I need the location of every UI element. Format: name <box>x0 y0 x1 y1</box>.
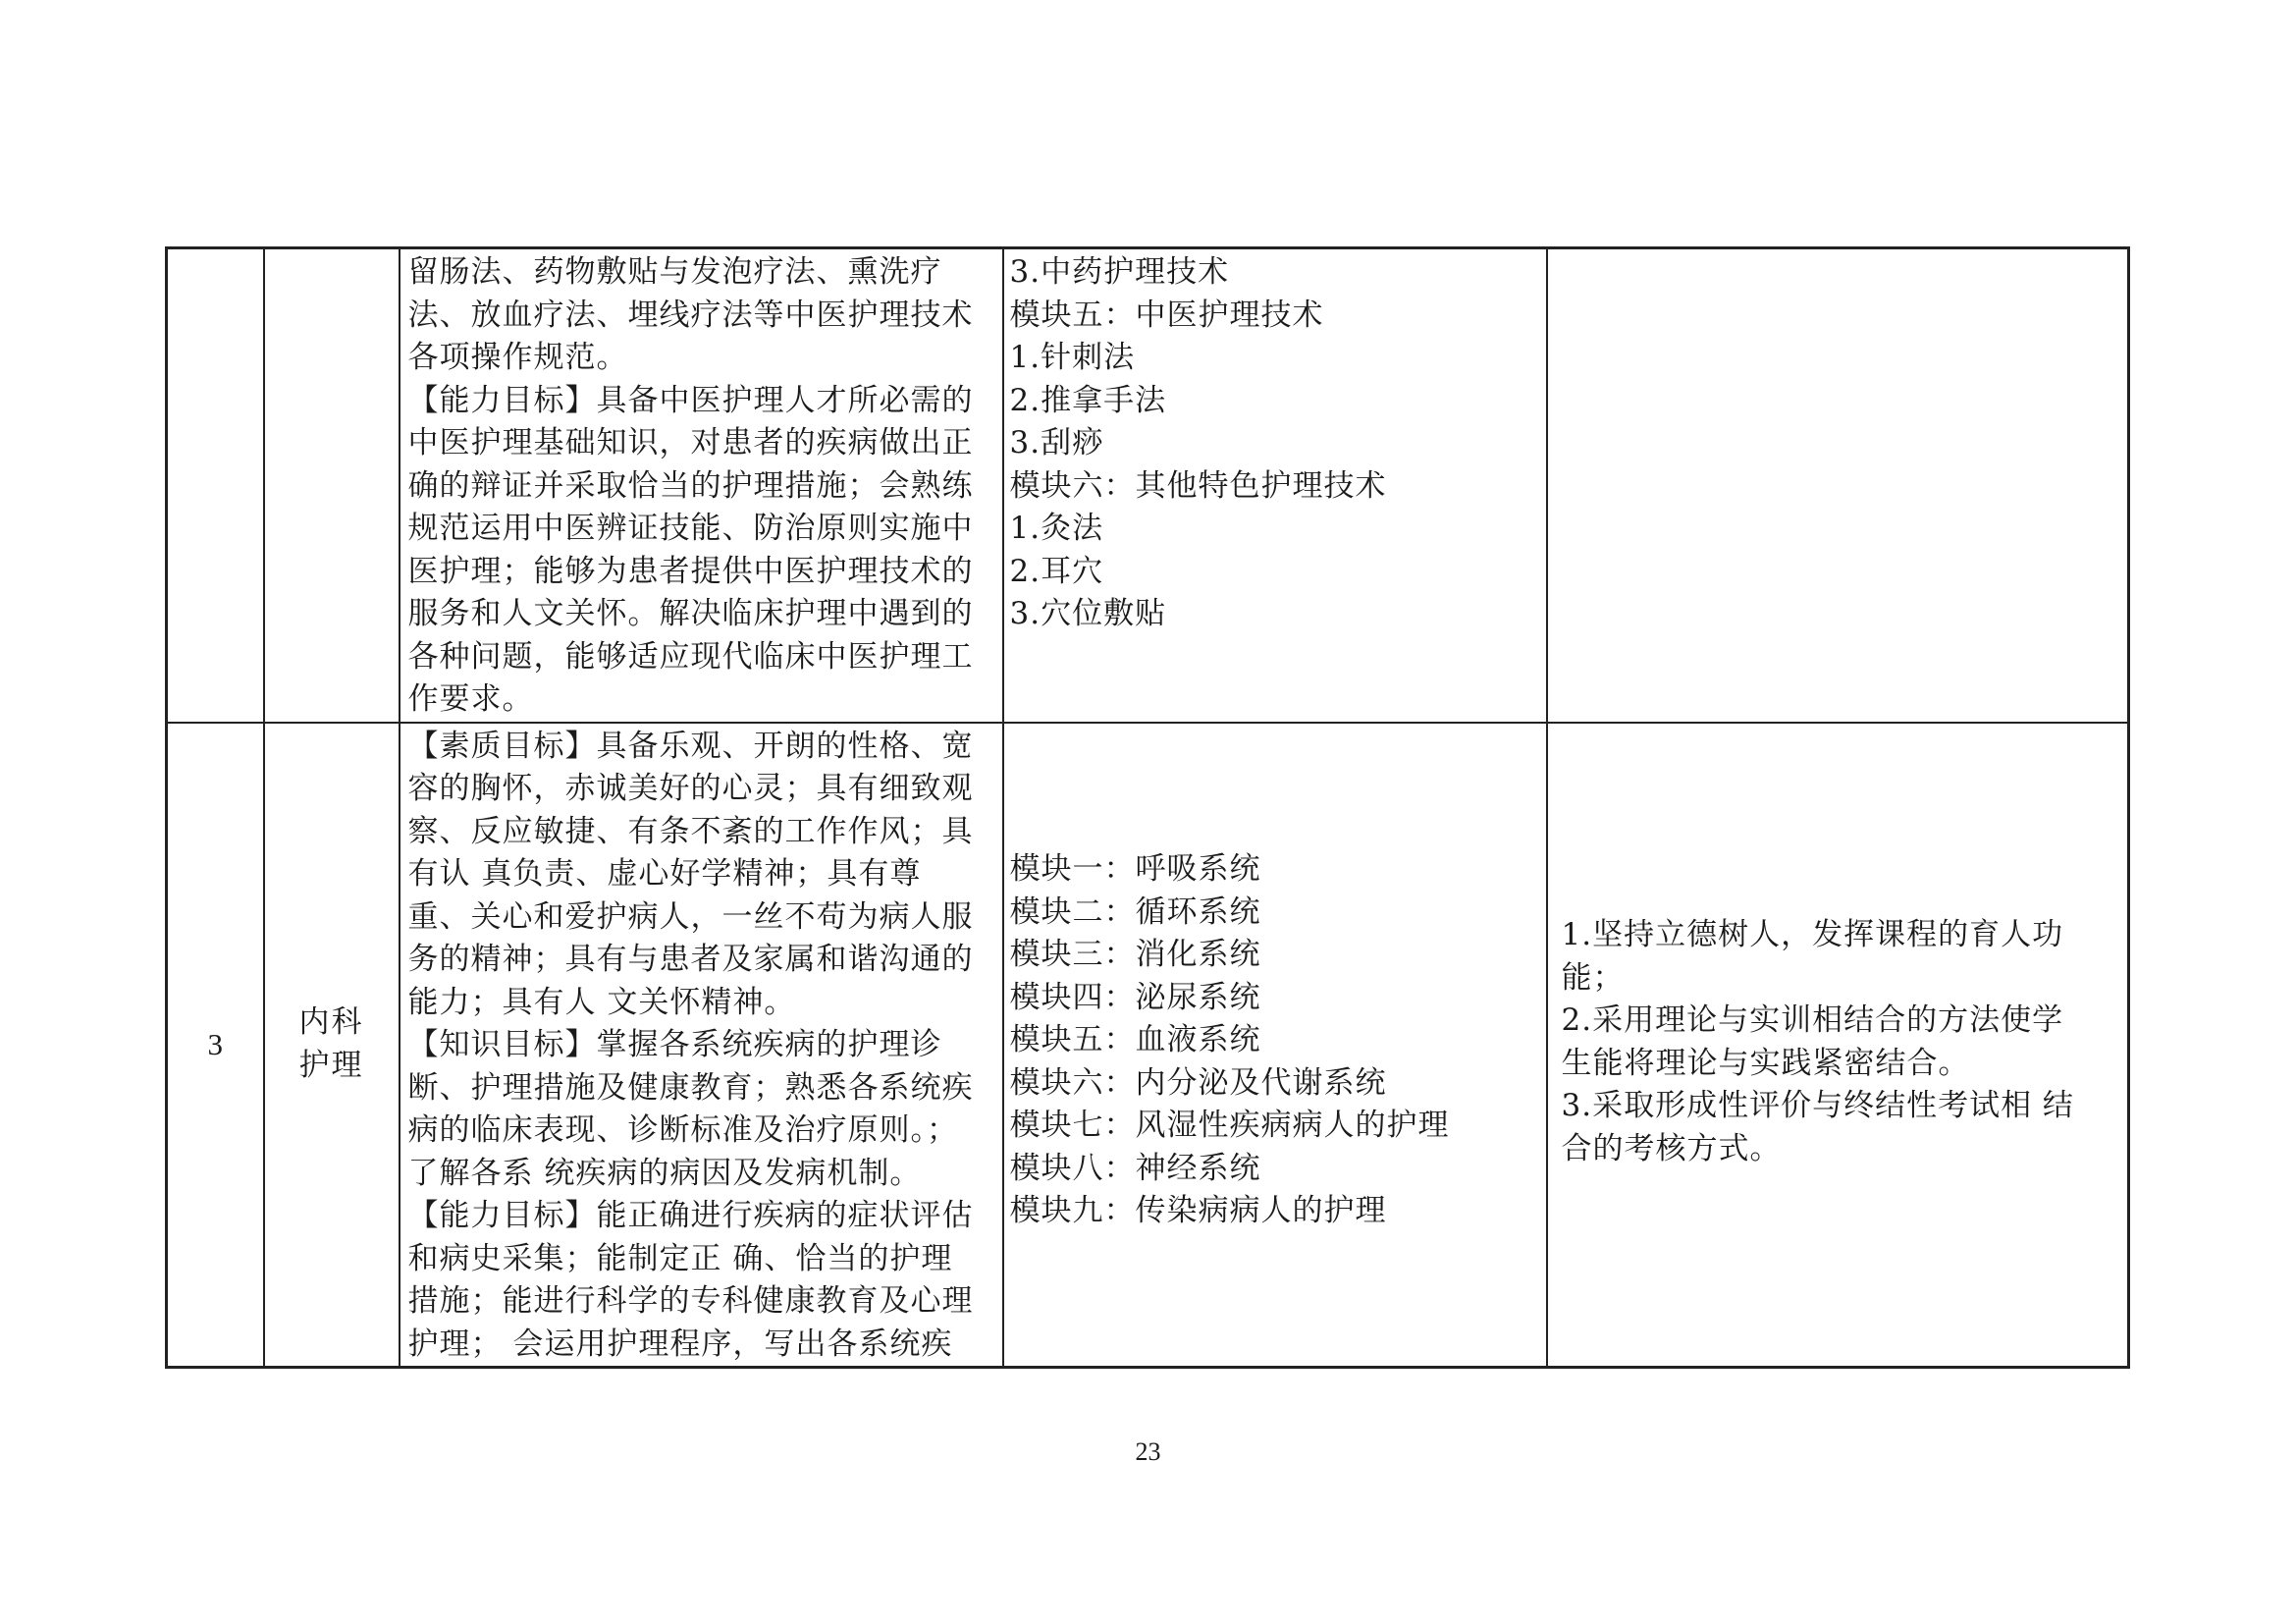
text-line: 模块六：其他特色护理技术 <box>1009 467 1387 504</box>
text-line: 1.坚持立德树人，发挥课程的育人功 <box>1561 917 2064 953</box>
text-line: 3.采取形成性评价与终结性考试相 结 <box>1561 1088 2074 1124</box>
text-line: 【能力目标】能正确进行疾病的症状评估 <box>407 1198 974 1233</box>
text-line: 中医护理基础知识，对患者的疾病做出正 <box>407 425 974 460</box>
text-line: 1.针刺法 <box>1009 340 1136 375</box>
text-line: 服务和人文关怀。解决临床护理中遇到的 <box>407 596 974 631</box>
text-line: 生能将理论与实践紧密结合。 <box>1561 1045 1970 1081</box>
text-line: 和病史采集；能制定正 确、恰当的护理 <box>407 1240 953 1276</box>
text-line: 能； <box>1561 959 1625 996</box>
text-line: 容的胸怀，赤诚美好的心灵；具有细致观 <box>407 771 974 806</box>
teaching-requirements-cell <box>1547 723 2129 1368</box>
text-line: 2.推拿手法 <box>1009 382 1167 418</box>
text-line: 模块五：中医护理技术 <box>1009 297 1324 333</box>
text-line: 2.采用理论与实训相结合的方法使学 <box>1561 1002 2064 1039</box>
text-line: 内科 <box>298 1004 364 1041</box>
table-row <box>167 723 2129 1368</box>
teaching-requirements-cell <box>1547 248 2129 723</box>
text-line: 断、护理措施及健康教育；熟悉各系统疾 <box>407 1069 974 1106</box>
text-line: 重、关心和爱护病人，一丝不苟为病人服 <box>407 898 974 935</box>
course-objectives-cell <box>400 248 1003 723</box>
text-line: 模块四：泌尿系统 <box>1009 979 1261 1015</box>
text-line: 了解各系 统疾病的病因及发病机制。 <box>407 1155 922 1191</box>
text-line: 规范运用中医辨证技能、防治原则实施中 <box>407 511 974 546</box>
text-line: 模块六：内分泌及代谢系统 <box>1009 1064 1387 1101</box>
text-line: 有认 真负责、虚心好学精神；具有尊 <box>407 856 922 892</box>
text-line: 【能力目标】具备中医护理人才所必需的 <box>407 382 974 418</box>
text-line: 病的临床表现、诊断标准及治疗原则。； <box>407 1112 958 1148</box>
course-name-cell <box>264 248 400 723</box>
course-name-cell <box>264 723 400 1368</box>
text-line: 【知识目标】掌握各系统疾病的护理诊 <box>407 1027 942 1062</box>
text-line: 3.中药护理技术 <box>1009 254 1230 290</box>
text-line: 作要求。 <box>407 681 534 717</box>
text-line: 医护理；能够为患者提供中医护理技术的 <box>407 553 974 589</box>
text-line: 模块二：循环系统 <box>1009 893 1261 930</box>
table-row <box>167 248 2129 723</box>
course-content-cell <box>1003 248 1547 723</box>
course-number-cell <box>167 248 264 723</box>
text-line: 能力；具有人 文关怀精神。 <box>407 984 796 1020</box>
text-line: 察、反应敏捷、有条不紊的工作作风；具 <box>407 813 974 849</box>
text-line: 护理； 会运用护理程序，写出各系统疾 <box>407 1326 953 1362</box>
text-line: 2.耳穴 <box>1009 553 1104 589</box>
text-line: 模块三：消化系统 <box>1009 937 1261 972</box>
text-line: 各种问题，能够适应现代临床中医护理工 <box>407 638 974 675</box>
text-line: 模块九：传染病病人的护理 <box>1009 1193 1387 1228</box>
text-line: 法、放血疗法、埋线疗法等中医护理技术 <box>407 297 974 333</box>
text-line: 模块五：血液系统 <box>1009 1022 1261 1057</box>
text-line: 1.灸法 <box>1009 511 1104 546</box>
course-content-cell <box>1003 723 1547 1368</box>
page-number: 23 <box>1135 1437 1161 1466</box>
course-objectives-cell <box>400 723 1003 1368</box>
text-line: 3.刮痧 <box>1009 425 1104 460</box>
text-line: 3.穴位敷贴 <box>1009 596 1167 631</box>
course-number-cell: 3 <box>167 723 264 1368</box>
text-line: 模块七：风湿性疾病病人的护理 <box>1009 1108 1450 1143</box>
text-line: 合的考核方式。 <box>1561 1130 1782 1166</box>
text-line: 模块八：神经系统 <box>1009 1150 1261 1186</box>
text-line: 各项操作规范。 <box>407 340 628 375</box>
text-line: 护理 <box>298 1047 364 1083</box>
text-line: 措施；能进行科学的专科健康教育及心理 <box>407 1283 974 1319</box>
text-line: 【素质目标】具备乐观、开朗的性格、宽 <box>407 728 974 764</box>
curriculum-table <box>165 246 2130 1369</box>
text-line: 确的辩证并采取恰当的护理措施；会熟练 <box>407 467 974 504</box>
text-line: 留肠法、药物敷贴与发泡疗法、熏洗疗 <box>407 254 942 290</box>
text-line: 务的精神；具有与患者及家属和谐沟通的 <box>407 942 974 977</box>
text-line: 模块一：呼吸系统 <box>1009 851 1261 887</box>
